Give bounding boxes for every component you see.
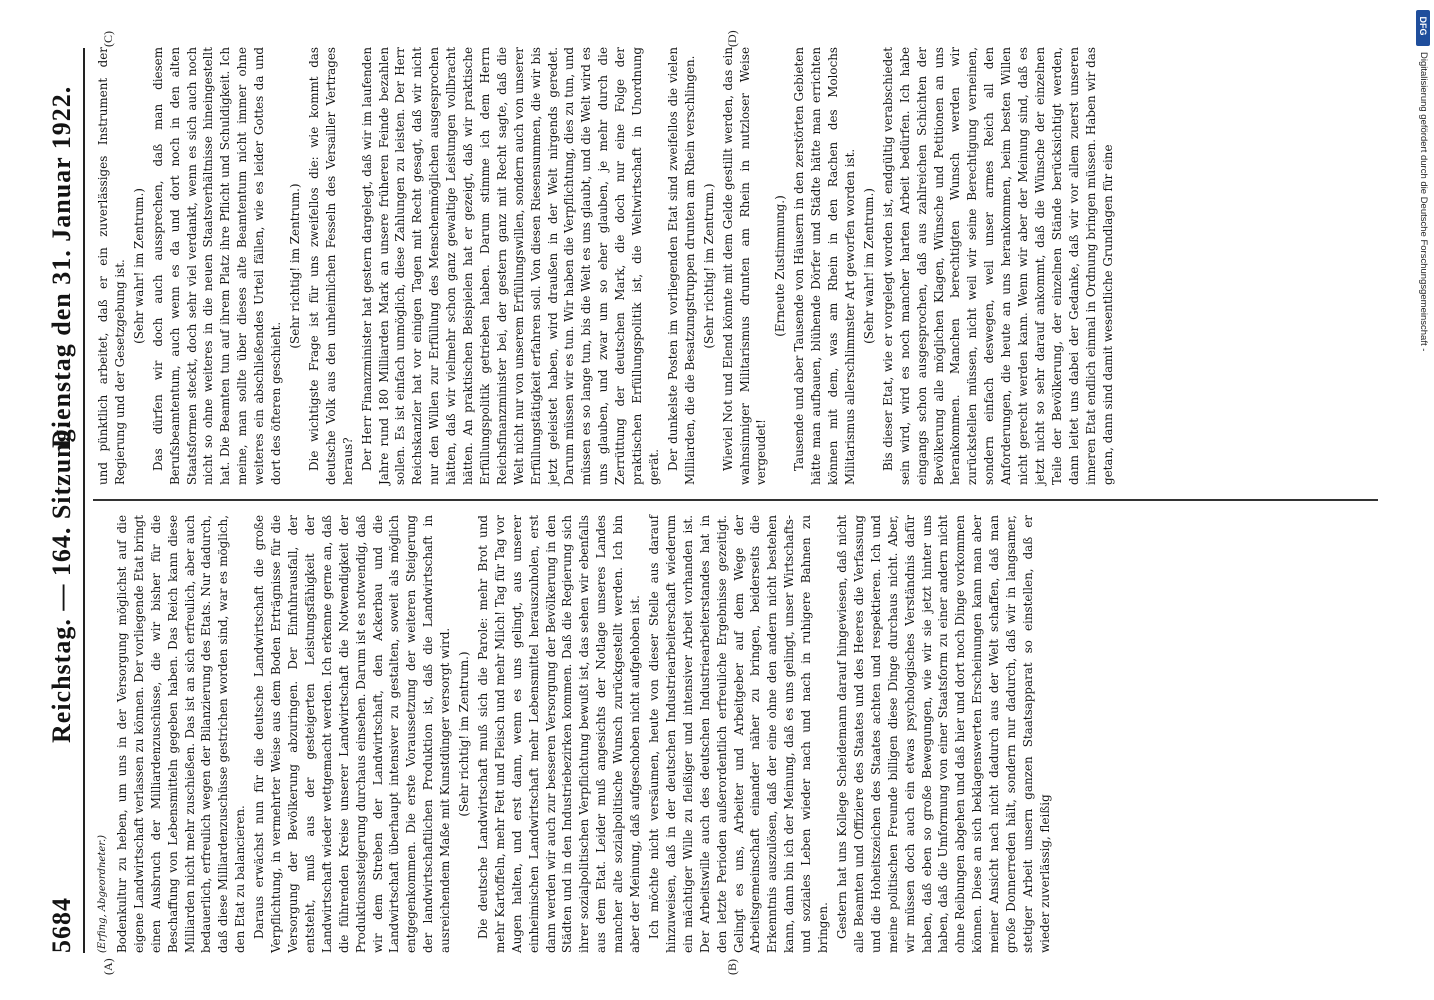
rotated-page xyxy=(25,25,1425,975)
header-title: Reichstag. — 164. Sitzung. xyxy=(47,420,76,743)
page-header xyxy=(43,48,83,953)
paragraph: Bodenkultur zu heben, um uns in der Versorgung möglichst auf die eigene Landwirtschaft verlassen zu können. Der vorliegende Etat bringt einen Ausbruch der Milliardenzuschüsse, die wir bisher für die Beschaffung von Lebensmitteln gegeben haben. Das Reich kann diese Milliarden nicht mehr zuschießen. Das ist an sich erfreulich, aber auch bedauerlich, erfreulich wegen der Bilanzierung des Etats. Nur dadurch, daß diese Milliardenzuschüsse gestrichen worden sind, war es möglich, den Etat zu balancieren. xyxy=(114,515,248,953)
margin-marker-d: (D) xyxy=(725,30,739,47)
paragraph: Daraus erwächst nun für die deutsche Landwirtschaft die große Verpflichtung, in vermehrter Weise aus dem Boden Erträgnisse für die Versorgung der Bevölkerung abzuringen. Der Einfuhrausfall, der entsteht, muß aus der gesteigerten Leistungsfähigkeit der Landwirtschaft wieder wettgemacht werden. Ich erkenne gerne an, daß die führenden Kreise unserer Landwirtschaft die Notwendigkeit der Produktionssteigerung durchaus einsehen. Darum ist es notwendig, daß wir dem Streben der Landwirtschaft, den Ackerbau und die Landwirtschaft überhaupt intensiver zu gestalten, soweit als möglich entgegenkommen. Die erste Voraussetzung der weiteren Steigerung der landwirtschaftlichen Produktion ist, daß die Landwirtschaft in ausreichendem Maße mit Kunstdünger versorgt wird. xyxy=(252,515,453,953)
dfg-logo xyxy=(1416,10,1430,46)
paragraph: und pünktlich arbeitet, daß er ein zuverlässiges Instrument der Regierung und der Gesetzgebung ist. xyxy=(96,47,127,485)
applause-note: (Sehr wahr! im Zentrum.) xyxy=(861,188,876,344)
header-rule xyxy=(83,48,85,953)
credit-text: Digitalisierung gefördert durch die Deutsche Forschungsgemeinschaft - xyxy=(1418,52,1429,352)
paragraph: Die wichtigste Frage ist für uns zweifellos die: wie kommt das deutsche Volk aus den unheimlichen Fesseln des Versailler Vertrages heraus? xyxy=(306,47,355,485)
paragraph: Wieviel Not und Elend könnte mit dem Gelde gestillt werden, das ein wahnsinniger Militarismus drunten am Rhein in nutzloser Weise vergeudet! xyxy=(720,47,769,485)
applause-note: (Sehr wahr! im Zentrum.) xyxy=(131,188,146,344)
paragraph: Das dürfen wir doch auch aussprechen, daß man diesem Berufsbeamtentum, auch wenn es da und dort noch in den alten Staatsformen steckt, doch sehr viel verdankt, wenn es sich auch noch nicht so ohne weiteres in die neuen Staatsverhältnisse hineingestellt hat. Die Beamten tun auf ihrem Platz ihre Pflicht und Schuldigkeit. Ich meine, man sollte über dieses alte Beamtentum nicht immer ohne weiteres ein abschließendes Urteil fällen, wie es leider Gottes da und dort des öfteren geschieht. xyxy=(150,47,284,485)
paragraph: Gestern hat uns Kollege Scheidemann darauf hingewiesen, daß nicht alle Beamten und Offiziere des Staates und des Heeres die Verfassung und die Hoheitszeichen des Staates achten und respektieren. Ich und meine politischen Freunde billigen diese Dinge durchaus nicht. Aber, wir müssen doch auch ein etwas psychologisches Verständnis dafür haben, daß eben so große Bewegungen, wie wir sie jetzt hinter uns haben, daß die Umformung von einer Staatsform zu einer andern nicht ohne Reibungen abgehen und daß hier und dort noch Dinge vorkommen können. Diese an sich beklagenswerten Erscheinungen kann man aber meiner Ansicht nach nicht dadurch aus der Welt schaffen, daß man große Donnerreden hält, sondern nur dadurch, daß wir in langsamer, stetiger Arbeit unsern ganzen Staatsapparat so einstellen, daß er wieder zuverlässig, fleißig xyxy=(834,515,1052,953)
paragraph: Der Herr Finanzminister hat gestern dargelegt, daß wir im laufenden Jahre rund 180 Milliarden Mark an unsere früheren Feinde bezahlen sollen. Es ist einfach unmöglich, diese Zahlungen zu leisten. Der Herr Reichskanzler hat vor einigen Tagen mit Recht gesagt, daß wir nicht nur den Willen zur Erfüllung des Menschenmöglichen ausgesprochen hätten, daß wir vielmehr schon ganz gewaltige Leistungen vollbracht hätten. An praktischen Beispielen hat er gezeigt, daß wir praktische Erfüllungspolitik getrieben haben. Darum stimme ich dem Herrn Reichsfinanzminister bei, der gestern ganz mit Recht sagte, daß die Welt nicht nur von unserem Erfüllungswillen, sondern auch von unserer Erfüllungstätigkeit erfahren soll. Von diesen Riesensummen, die wir bis jetzt geleistet haben, wird draußen in der Welt nirgends geredet. Darum müssen wir es tun. Wir haben die Verpflichtung, dies zu tun, und müssen es so lange tun, bis die Welt es uns glaubt, und die Welt wird es uns glauben, und zwar um so eher glauben, je mehr durch die Zerrüttung der deutschen Mark, die doch nur eine Folge der praktischen Erfüllungspolitik ist, die Weltwirtschaft in Unordnung gerät. xyxy=(359,47,661,485)
speaker-label: (Erfing, Abgeordneter.) xyxy=(97,834,108,953)
paragraph: Die deutsche Landwirtschaft muß sich die Parole: mehr Brot und mehr Kartoffeln, mehr Fett und Fleisch und mehr Milch! Tag für Tag vor Augen halten, und erst dann, wenn es uns gelingt, aus unserer einheimischen Landwirtschaft mehr Lebensmittel herauszuholen, erst dann werden wir auch zur besseren Versorgung der Bevölkerung in den Städten und in den Industriebezirken kommen. Daß die Regierung sich ihrer sozialpolitischen Verpflichtung bewußt ist, das sehen wir ebenfalls aus dem Etat. Leider muß angesichts der Notlage unseres Landes mancher alte sozialpolitische Wunsch zurückgestellt werden. Ich bin aber der Meinung, daß aufgeschoben nicht aufgehoben ist. xyxy=(475,515,643,953)
applause-note: (Sehr richtig! im Zentrum.) xyxy=(457,651,472,817)
header-date: Dienstag den 31. Januar 1922. xyxy=(47,85,76,448)
applause-note: (Sehr richtig! im Zentrum.) xyxy=(287,183,302,349)
left-column xyxy=(95,515,1056,953)
paragraph: Ich möchte nicht versäumen, heute von dieser Stelle aus darauf hinzuweisen, daß in der deutschen Industriearbeiterschaft wiederum ein mächtiger Wille zu fleißiger und intensiver Arbeit vorhanden ist. Der Arbeitswille auch des deutschen Industriearbeiterstandes hat in den letzte Perioden außerordentlich erfreuliche Ergebnisse gezeitigt. Gelingt es uns, Arbeiter und Arbeitgeber auf dem Wege der Arbeitsgemeinschaft einander näher zu bringen, beiderseits die Erkenntnis auszulösen, daß der eine ohne den andern nicht bestehen kann, dann bin ich der Meinung, daß es uns gelingt, unser Wirtschafts- und soziales Leben wieder nach und nach in ruhigere Bahnen zu bringen. xyxy=(647,515,831,953)
paragraph: Bis dieser Etat, wie er vorgelegt worden ist, endgültig verabschiedet sein wird, wird es noch mancher harten Arbeit bedürfen. Ich habe eingangs schon ausgesprochen, daß aus zahlreichen Schichten der Bevölkerung alle möglichen Klagen, Wünsche und Petitionen an uns herankommen. Manchen berechtigten Wunsch werden wir zurückstellen müssen, nicht weil wir seine Berechtigung verneinen, sondern einfach deswegen, weil unser armes Reich all den Anforderungen, die heute an uns herankommen, beim besten Willen nicht gerecht werden kann. Wenn wir aber der Meinung sind, daß es jetzt nicht so sehr darauf ankommt, daß die Wünsche der einzelnen Teile der Bevölkerung, der einzelnen Stände berücksichtigt werden, dann leitet uns dabei der Gedanke, daß wir vor allem zuerst unseren inneren Etat endlich einmal in Ordnung bringen müssen. Haben wir das getan, dann sind damit wesentliche Grundlagen für eine xyxy=(880,47,1115,485)
right-column xyxy=(95,47,1118,485)
applause-note: (Erneute Zustimmung.) xyxy=(773,195,788,337)
margin-marker-a: (A) xyxy=(101,958,115,975)
page-number: 5684 xyxy=(47,897,76,953)
margin-marker-b: (B) xyxy=(725,959,739,975)
paragraph: Der dunkelste Posten im vorliegenden Etat sind zweifellos die vielen Milliarden, die die Besatzungstruppen drunten am Rhein verschlingen. xyxy=(665,47,697,485)
column-divider xyxy=(93,499,1378,501)
paragraph: Tausende und aber Tausende von Häusern in den zerstörten Gebieten hätte man aufbauen, blühende Dörfer und Städte hätte man errichten können mit dem, was am Rhein in den Rachen des Molochs Militarismus allerschlimmster Art geworfen worden ist. xyxy=(792,47,857,485)
applause-note: (Sehr richtig! im Zentrum.) xyxy=(701,183,716,349)
digitization-credit xyxy=(1416,52,1430,742)
margin-marker-c: (C) xyxy=(101,31,115,47)
dfg-logo-text: DFG xyxy=(1418,16,1428,36)
